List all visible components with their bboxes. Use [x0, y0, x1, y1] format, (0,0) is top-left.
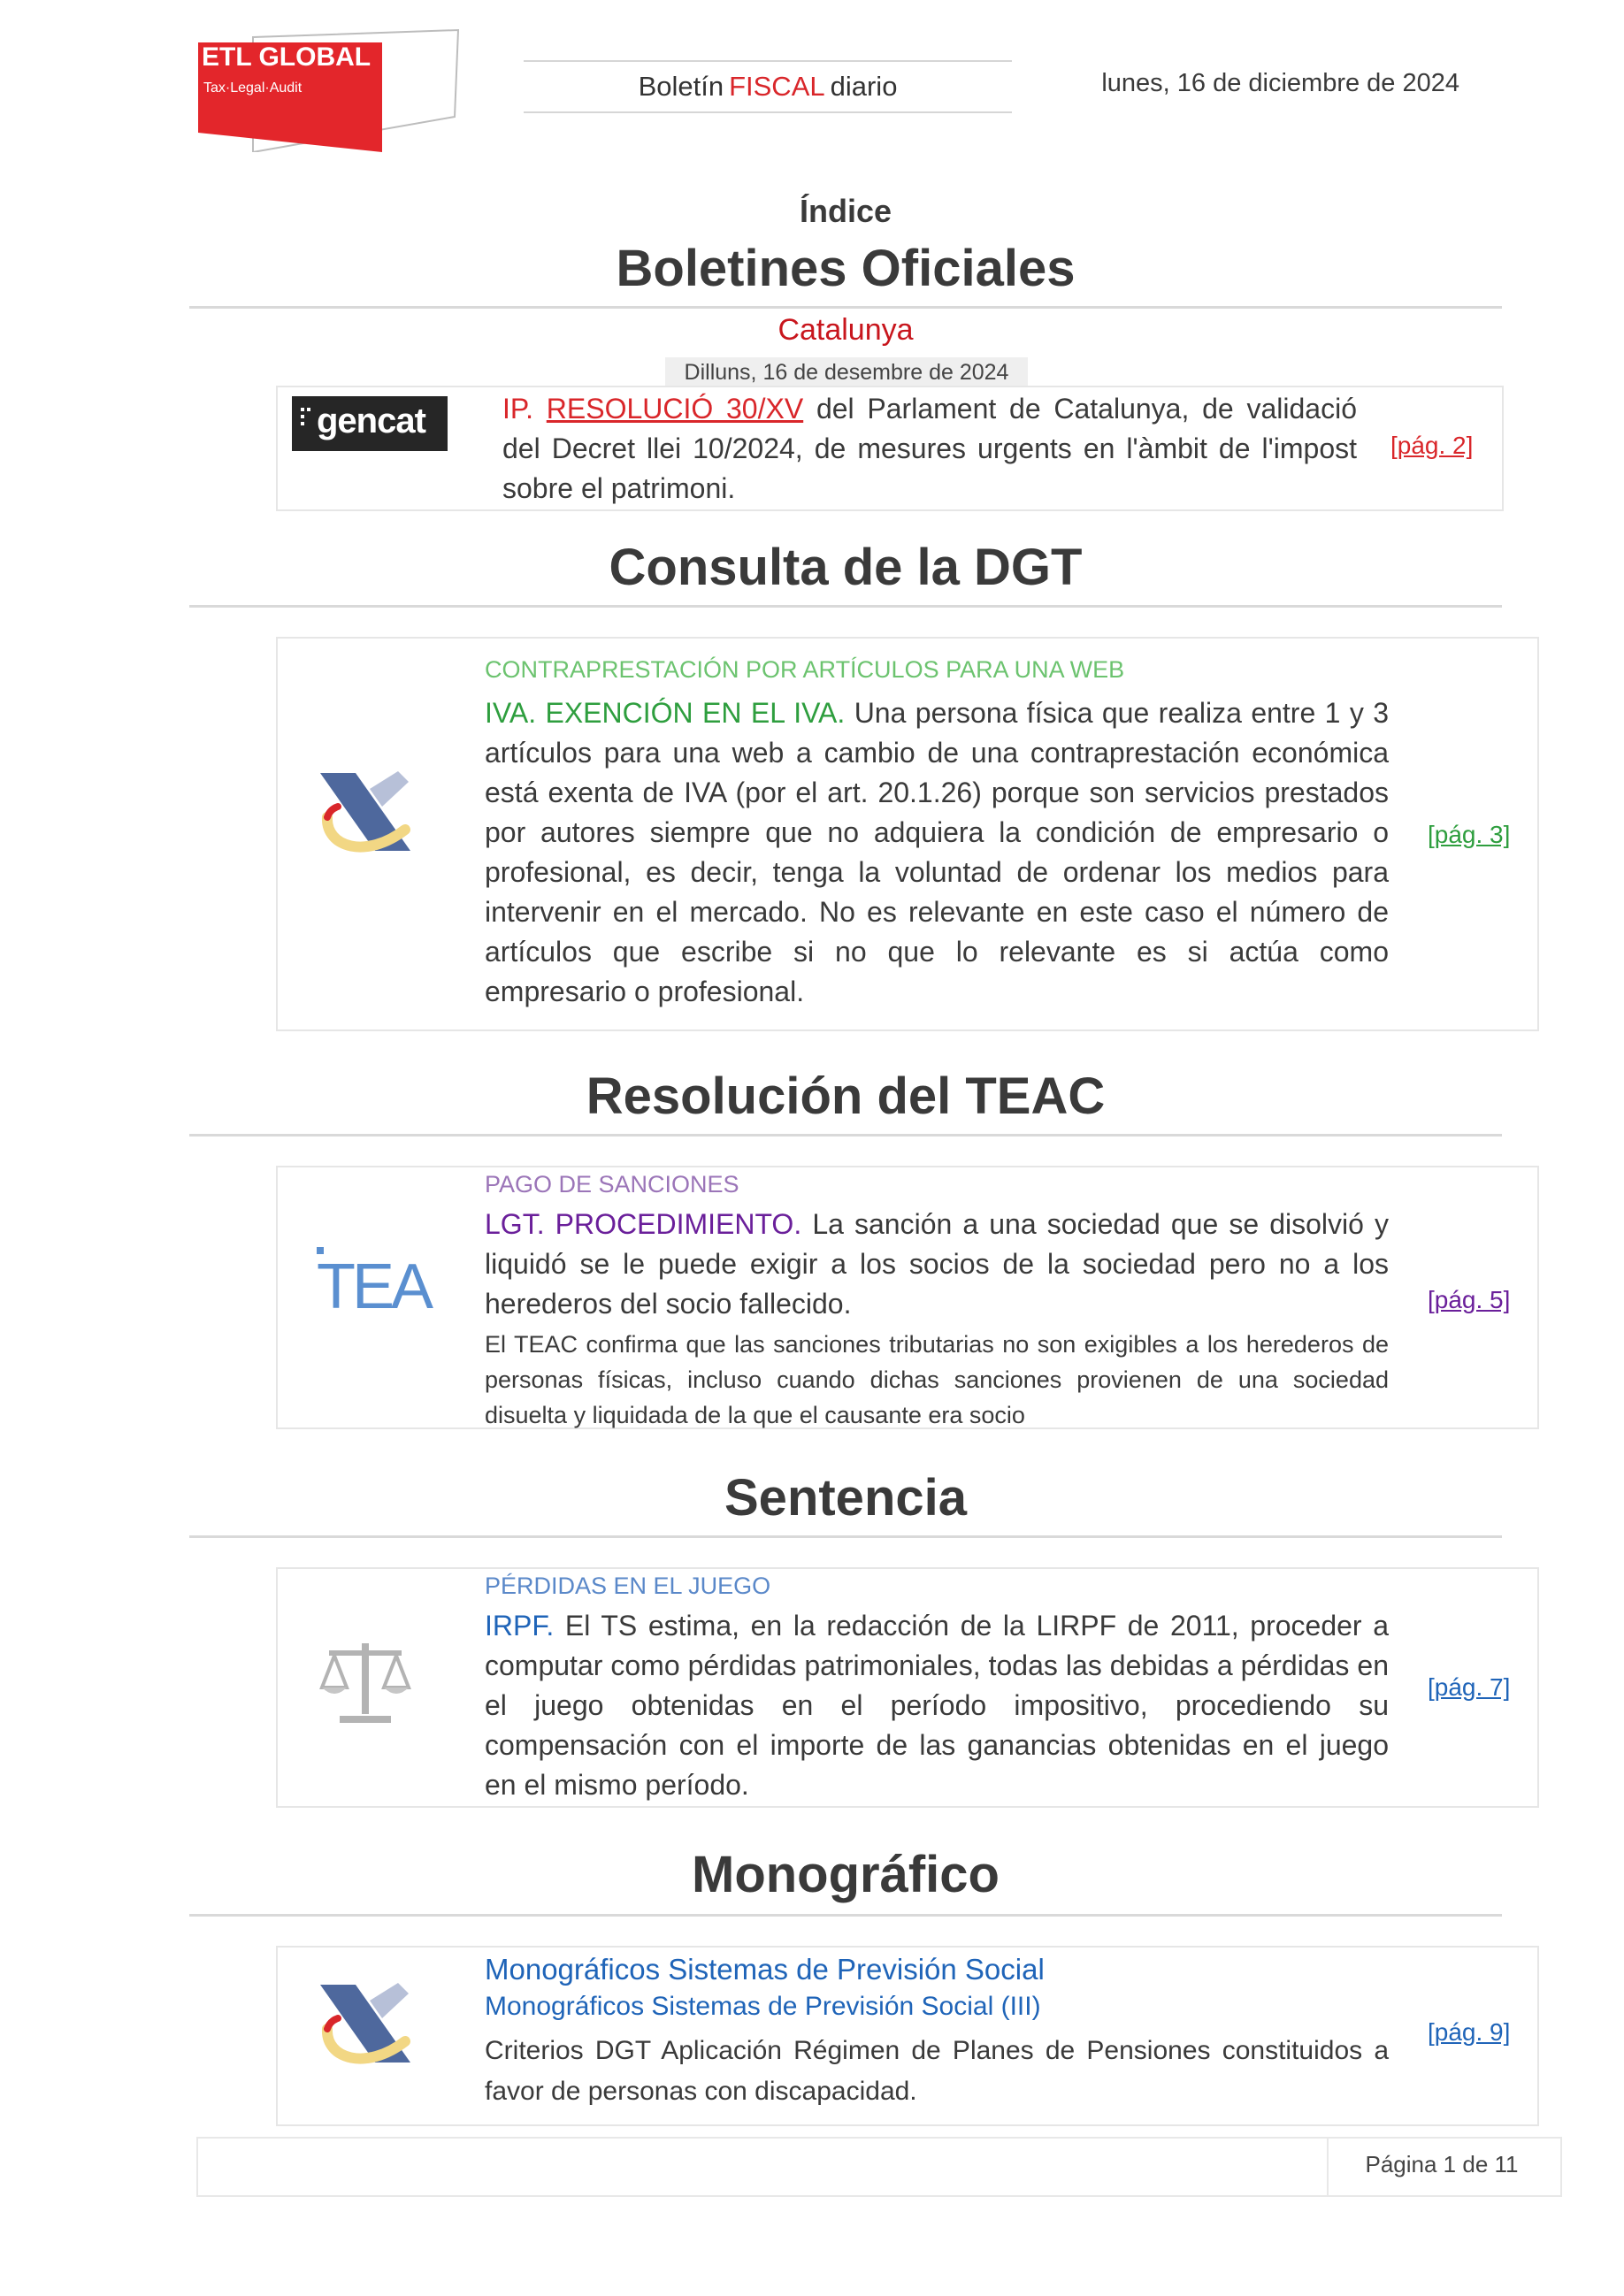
teac-card — [276, 1166, 1539, 1429]
teac-lead: LGT. PROCEDIMIENTO. — [485, 1208, 802, 1240]
header-date: lunes, 16 de diciembre de 2024 — [1101, 69, 1459, 97]
dgt-lead: IVA. EXENCIÓN EN EL IVA. — [485, 697, 846, 729]
etl-global-logo — [196, 28, 462, 152]
title-pre: Boletín — [638, 71, 724, 102]
dgt-kicker: CONTRAPRESTACIÓN POR ARTÍCULOS PARA UNA WEB — [485, 656, 1125, 683]
sentencia-body: El TS estima, en la redacción de la LIRPF de 2011, proceder a computar como pérdidas patrimoniales, todas las debidas a pérdidas en el juego obtenidas en el período impositivo, procediendo su compensación con el importe de las ganancias obtenidas en el juego en el mismo período. — [485, 1610, 1390, 1801]
item-prefix: IP. — [502, 393, 533, 425]
page-number: Página 1 de 11 — [1365, 2151, 1519, 2177]
teac-logo — [317, 1247, 432, 1322]
page-link-2[interactable]: [pág. 2] — [1390, 432, 1474, 459]
sentencia-text — [485, 1606, 1389, 1805]
section-divider — [189, 1134, 1502, 1137]
section-divider — [189, 1914, 1502, 1917]
section-title-sentencia: Sentencia — [724, 1469, 967, 1527]
footer-separator — [1327, 2137, 1329, 2197]
aeat-logo — [313, 762, 419, 864]
teac-text — [485, 1205, 1389, 1324]
section-divider — [189, 306, 1502, 309]
logo-sub-text: Tax·Legal·Audit — [203, 80, 303, 96]
teac-detail: El TEAC confirma que las sanciones tributarias no son exigibles a los herederos de personas físicas, incluso cuando dichas sanciones provienen de una sociedad disuelta y liquidada de la que el causante era socio — [485, 1331, 1389, 1428]
sentencia-card — [276, 1567, 1539, 1808]
gencat-logo-text: gencat — [317, 402, 425, 440]
section-title-boletines: Boletines Oficiales — [616, 240, 1076, 297]
item-body: del Parlament de Catalunya, de validació del Decret llei 10/2024, de mesures urgents en l'àmbit de l'impost sobre el patrimoni. — [502, 393, 1358, 504]
page-link-5[interactable]: [pág. 5] — [1428, 1286, 1511, 1313]
region-label: Catalunya — [778, 313, 914, 347]
resolution-link[interactable]: RESOLUCIÓ 30/XV — [546, 393, 804, 425]
dgt-body: Una persona física que realiza entre 1 y 3 artículos para una web a cambio de una contraprestación económica está exenta de IVA (por el art. 20.1.26) porque son servicios prestados por autores siempre que no adquiera la condición de empresario o profesional, es decir, tenga la voluntad de ordenar los medios para intervenir en el mercado. No es relevante en este caso el número de artículos que escribe si no que lo relevante es si actúa como empresario o profesional. — [485, 697, 1390, 1007]
section-divider — [189, 1535, 1502, 1538]
boletin-item-text — [502, 389, 1357, 509]
monografico-heading-1: Monográficos Sistemas de Previsión Social — [485, 1953, 1045, 1986]
monografico-text: Criterios DGT Aplicación Régimen de Planes de Pensiones constituidos a favor de personas con discapacidad. — [485, 2036, 1389, 2106]
region-date: Dilluns, 16 de desembre de 2024 — [665, 357, 1028, 387]
sentencia-kicker: PÉRDIDAS EN EL JUEGO — [485, 1573, 771, 1599]
monografico-card — [276, 1946, 1539, 2126]
title-accent: FISCAL — [729, 71, 825, 102]
logo-main-text: ETL GLOBAL — [202, 42, 372, 72]
page-link-7[interactable]: [pág. 7] — [1428, 1673, 1511, 1701]
sentencia-lead: IRPF. — [485, 1610, 555, 1642]
monografico-heading-2: Monográficos Sistemas de Previsión Social (III) — [485, 1992, 1041, 2021]
gencat-logo — [292, 396, 448, 451]
index-label: Índice — [799, 193, 892, 229]
section-divider — [189, 605, 1502, 608]
boletin-card — [276, 386, 1504, 511]
teac-kicker: PAGO DE SANCIONES — [485, 1171, 739, 1198]
page-link-3[interactable]: [pág. 3] — [1428, 821, 1511, 848]
dgt-card — [276, 637, 1539, 1031]
section-title-dgt: Consulta de la DGT — [609, 539, 1083, 596]
section-title-teac: Resolución del TEAC — [586, 1068, 1106, 1125]
section-title-monografico: Monográfico — [692, 1846, 1000, 1903]
aeat-logo — [313, 1974, 419, 2076]
teac-logo-text: TEA — [317, 1251, 431, 1322]
dgt-text — [485, 693, 1389, 1012]
scale-icon — [317, 1634, 414, 1736]
bulletin-title — [524, 60, 1012, 113]
title-post: diario — [830, 71, 898, 102]
page-link-9[interactable]: [pág. 9] — [1428, 2018, 1511, 2046]
teac-body: La sanción a una sociedad que se disolvió y liquidó se le puede exigir a los socios de la sociedad pero no a los herederos del socio fallecido. — [485, 1208, 1390, 1320]
